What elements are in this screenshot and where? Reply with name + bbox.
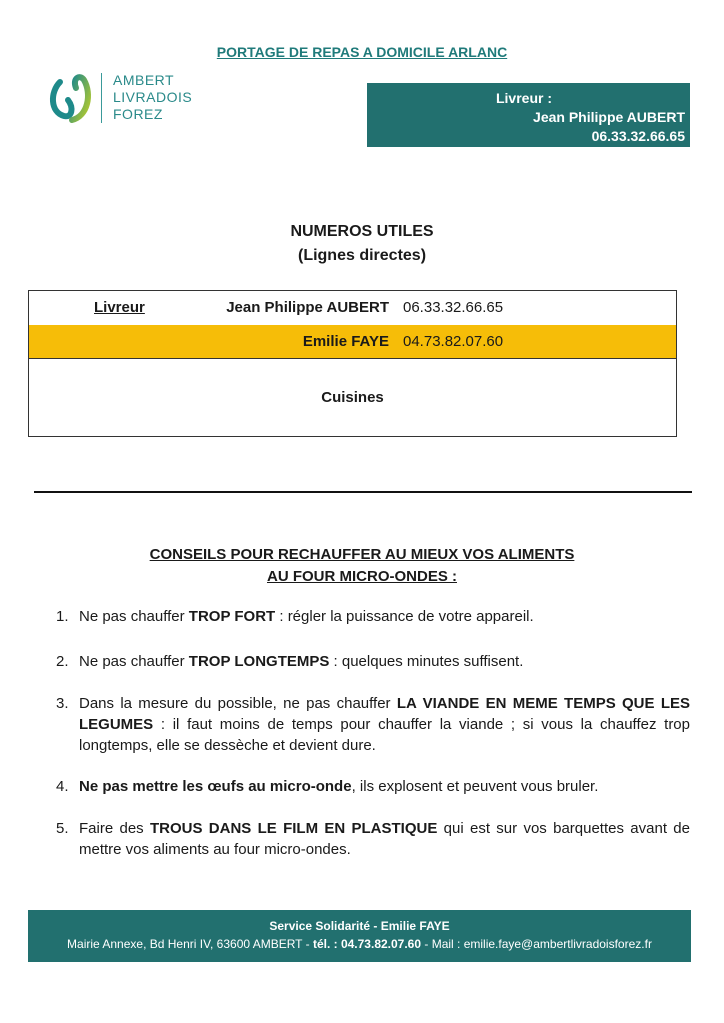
numeros-title-line: (Lignes directes)	[297, 247, 427, 264]
footer-service: Service Solidarité - Emilie FAYE	[269, 919, 450, 933]
logo-line: LIVRADOIS	[113, 89, 193, 105]
contact-phone: 04.73.82.07.60	[403, 333, 504, 350]
contact-phone: 06.33.32.66.65	[403, 299, 504, 316]
table-row-highlighted	[29, 325, 676, 359]
tip-number: 3.	[56, 695, 69, 712]
tip-bold: LA VIANDE EN MEME TEMPS QUE LES LEGUMES	[79, 695, 691, 733]
contact-name: Emilie FAYE	[302, 333, 389, 350]
tip-number: 1.	[56, 608, 69, 625]
livreur-contact-box	[367, 83, 690, 147]
tip-bold: TROUS DANS LE FILM EN PLASTIQUE	[149, 820, 438, 837]
footer-address: Mairie Annexe, Bd Henri IV, 63600 AMBERT -	[67, 937, 313, 951]
tip-text: : régler la puissance de votre appareil.	[275, 608, 534, 625]
tip-text: Ne pas chauffer	[79, 608, 189, 625]
list-item	[56, 693, 690, 756]
table-row	[29, 291, 676, 326]
tip-text: Dans la mesure du possible, ne pas chauffer	[79, 695, 397, 712]
tip-number: 2.	[56, 653, 69, 670]
list-item	[56, 651, 690, 672]
contacts-table	[28, 290, 677, 437]
numeros-title	[0, 220, 724, 268]
conseils-title-line: AU FOUR MICRO-ONDES :	[267, 568, 457, 585]
tip-text: : il faut moins de temps pour chauffer la viande ; si vous la chauffez trop longtemps, elle se dessèche et devient dure.	[79, 716, 690, 754]
tip-number: 4.	[56, 778, 69, 795]
numeros-title-line: NUMEROS UTILES	[290, 223, 434, 240]
tip-text: : quelques minutes suffisent.	[329, 653, 524, 670]
conseils-title	[0, 544, 724, 588]
logo-text	[113, 72, 192, 123]
page-header-title: PORTAGE DE REPAS A DOMICILE ARLANC	[216, 44, 508, 60]
contact-label: Livreur	[94, 299, 145, 316]
footer-phone: tél. : 04.73.82.07.60	[312, 937, 422, 951]
logo-line: AMBERT	[113, 72, 175, 88]
tip-text: Faire des	[79, 820, 150, 837]
tip-text: Ne pas chauffer	[79, 653, 189, 670]
tip-number: 5.	[56, 820, 69, 837]
tip-text: qui est sur vos barquettes avant de mettre vos aliments au four micro-ondes.	[79, 820, 690, 858]
tip-bold: Ne pas mettre les œufs au micro-onde	[79, 778, 352, 795]
footer-contact-line	[28, 935, 691, 953]
livreur-box-phone: 06.33.32.66.65	[591, 128, 685, 144]
footer	[28, 910, 691, 962]
list-item	[56, 606, 690, 627]
contact-label: Cuisines	[321, 389, 384, 406]
tip-bold: TROP FORT	[188, 608, 276, 625]
tip-text: , ils explosent et peuvent vous bruler.	[351, 778, 599, 795]
list-item	[56, 776, 690, 797]
list-item	[56, 818, 690, 860]
footer-mail: - Mail : emilie.faye@ambertlivradoisforez.fr	[421, 937, 652, 951]
logo-line: FOREZ	[113, 106, 163, 122]
livreur-box-label: Livreur :	[495, 90, 552, 106]
leaf-logo-icon	[48, 70, 94, 126]
table-row	[29, 359, 676, 437]
section-divider	[34, 491, 692, 493]
livreur-box-name: Jean Philippe AUBERT	[533, 109, 685, 125]
conseils-title-line: CONSEILS POUR RECHAUFFER AU MIEUX VOS ALIMENTS	[149, 546, 575, 563]
contact-name: Jean Philippe AUBERT	[226, 299, 389, 316]
tip-bold: TROP LONGTEMPS	[188, 653, 330, 670]
logo-divider	[101, 73, 102, 123]
